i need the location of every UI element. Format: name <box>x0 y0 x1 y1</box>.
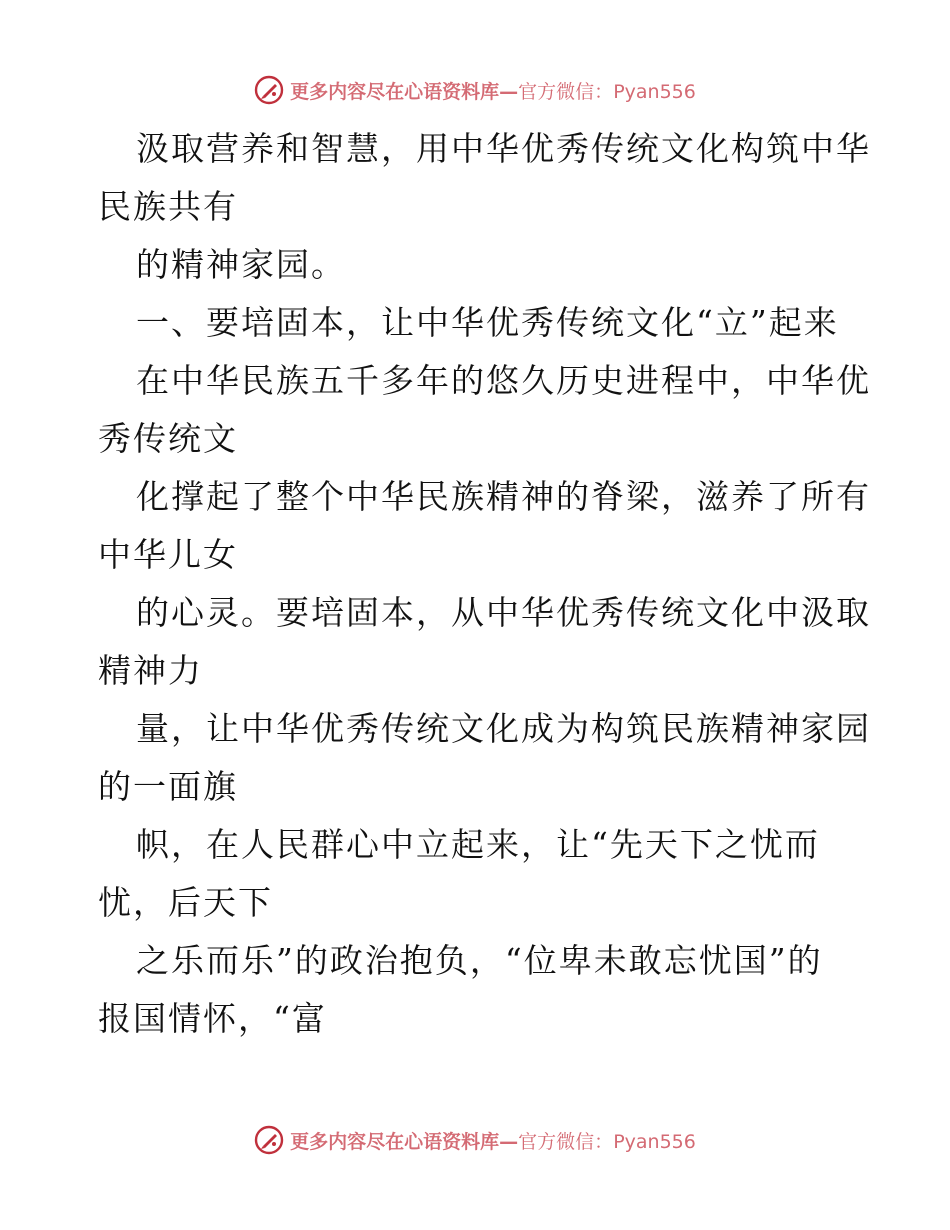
watermark-text <box>290 1127 696 1154</box>
text-line: 精神力 <box>98 651 203 690</box>
text-line: 汲取营养和智慧，用中华优秀传统文化构筑中华 <box>136 129 871 168</box>
text-line: 量，让中华优秀传统文化成为构筑民族精神家园 <box>136 709 871 748</box>
watermark-wechat-id: Pyan556 <box>613 1130 696 1153</box>
text-line: 报国情怀，“富 <box>98 999 327 1038</box>
text-line: 一、要培固本，让中华优秀传统文化“立”起来 <box>136 303 839 342</box>
pen-logo-icon <box>254 75 284 105</box>
text-line: 忧，后天下 <box>98 883 273 922</box>
text-line: 秀传统文 <box>98 419 238 458</box>
text-line: 民族共有 <box>98 187 238 226</box>
watermark-text <box>290 77 696 104</box>
watermark-title: 更多内容尽在心语资料库 <box>290 1130 500 1153</box>
pen-logo-icon <box>254 1125 284 1155</box>
text-line: 化撑起了整个中华民族精神的脊梁，滋养了所有 <box>136 477 871 516</box>
watermark-wechat-label: 官方微信： <box>518 80 614 103</box>
document-body <box>98 120 871 1048</box>
watermark-dash: — <box>499 1130 519 1153</box>
footer-watermark <box>0 1120 950 1160</box>
text-line: 的一面旗 <box>98 767 238 806</box>
text-line: 之乐而乐”的政治抱负，“位卑未敢忘忧国”的 <box>136 941 823 980</box>
watermark-wechat-id: Pyan556 <box>613 80 696 103</box>
header-watermark <box>0 70 950 110</box>
watermark-dash: — <box>499 80 519 103</box>
text-line: 在中华民族五千多年的悠久历史进程中，中华优 <box>136 361 871 400</box>
text-line: 中华儿女 <box>98 535 238 574</box>
watermark-title: 更多内容尽在心语资料库 <box>290 80 500 103</box>
text-line: 的心灵。要培固本，从中华优秀传统文化中汲取 <box>136 593 871 632</box>
watermark-wechat-label: 官方微信： <box>518 1130 614 1153</box>
text-line: 帜，在人民群心中立起来，让“先天下之忧而 <box>136 825 820 864</box>
text-line: 的精神家园。 <box>136 245 346 284</box>
